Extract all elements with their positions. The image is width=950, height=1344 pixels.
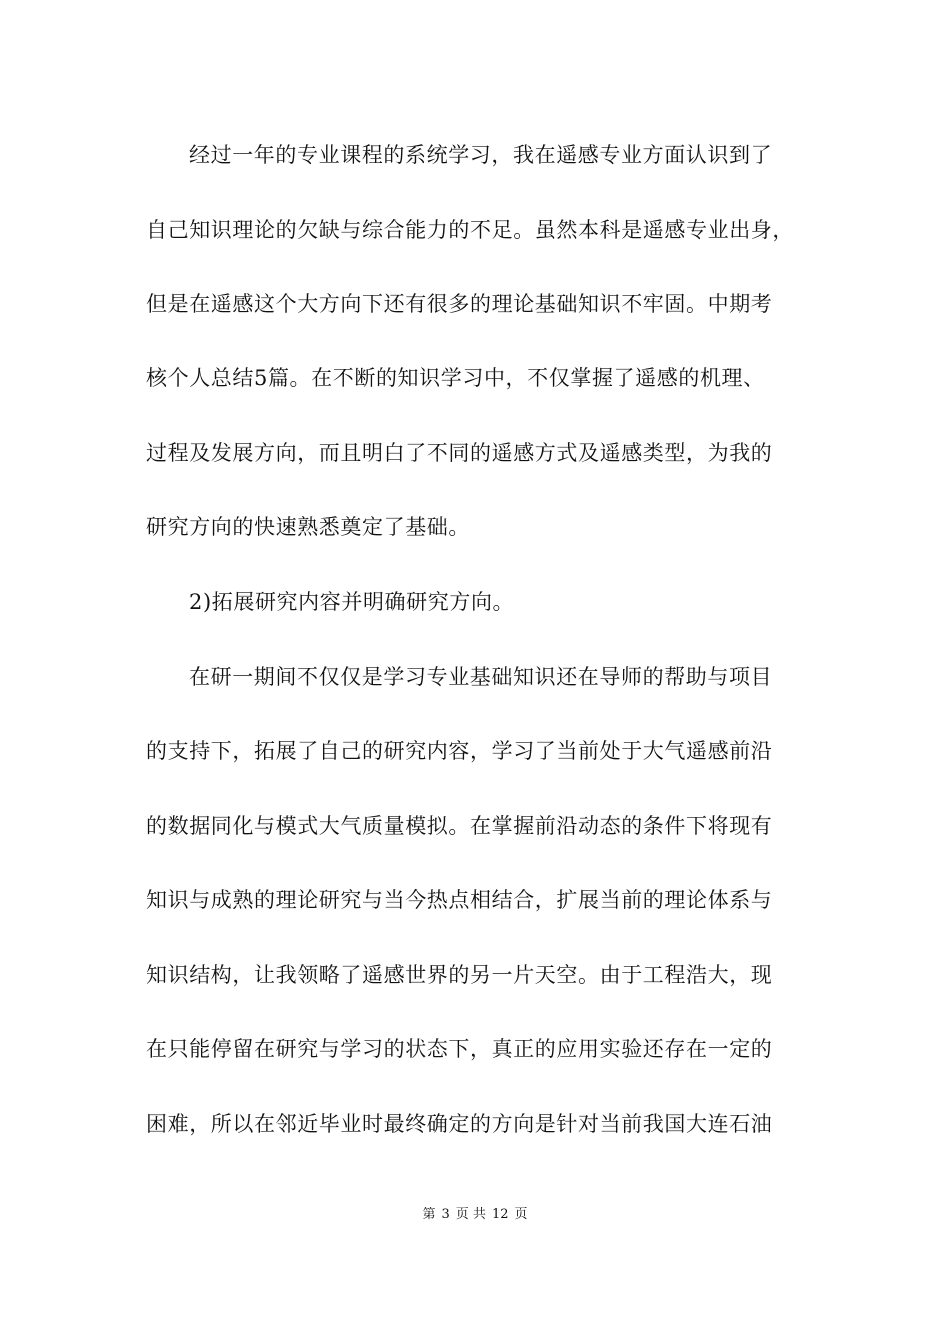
body-line: 核个人总结5篇。在不断的知识学习中，不仅掌握了遥感的机理、 [146, 366, 765, 390]
body-line: 自己知识理论的欠缺与综合能力的不足。虽然本科是遥感专业出身， [146, 218, 794, 242]
current-page-number: 3 [441, 1207, 450, 1222]
footer-mid: 页 共 [455, 1207, 486, 1222]
body-line: 在研一期间不仅仅是学习专业基础知识还在导师的帮助与项目 [189, 665, 773, 689]
section-heading: 2)拓展研究内容并明确研究方向。 [189, 590, 515, 614]
body-line: 的支持下，拓展了自己的研究内容，学习了当前处于大气遥感前沿 [146, 739, 773, 763]
body-line: 过程及发展方向，而且明白了不同的遥感方式及遥感类型，为我的 [146, 441, 773, 465]
total-pages-number: 12 [491, 1207, 509, 1222]
footer-suffix: 页 [514, 1207, 528, 1222]
body-line: 的数据同化与模式大气质量模拟。在掌握前沿动态的条件下将现有 [146, 814, 773, 838]
body-line: 困难，所以在邻近毕业时最终确定的方向是针对当前我国大连石油 [146, 1112, 773, 1136]
page-footer [0, 1206, 950, 1224]
body-line: 经过一年的专业课程的系统学习，我在遥感专业方面认识到了 [189, 143, 773, 167]
body-line: 研究方向的快速熟悉奠定了基础。 [146, 515, 470, 539]
body-line: 知识与成熟的理论研究与当今热点相结合，扩展当前的理论体系与 [146, 888, 773, 912]
body-line: 但是在遥感这个大方向下还有很多的理论基础知识不牢固。中期考 [146, 292, 773, 316]
footer-prefix: 第 [422, 1207, 436, 1222]
body-line: 知识结构，让我领略了遥感世界的另一片天空。由于工程浩大，现 [146, 963, 773, 987]
body-line: 在只能停留在研究与学习的状态下，真正的应用实验还存在一定的 [146, 1037, 773, 1061]
